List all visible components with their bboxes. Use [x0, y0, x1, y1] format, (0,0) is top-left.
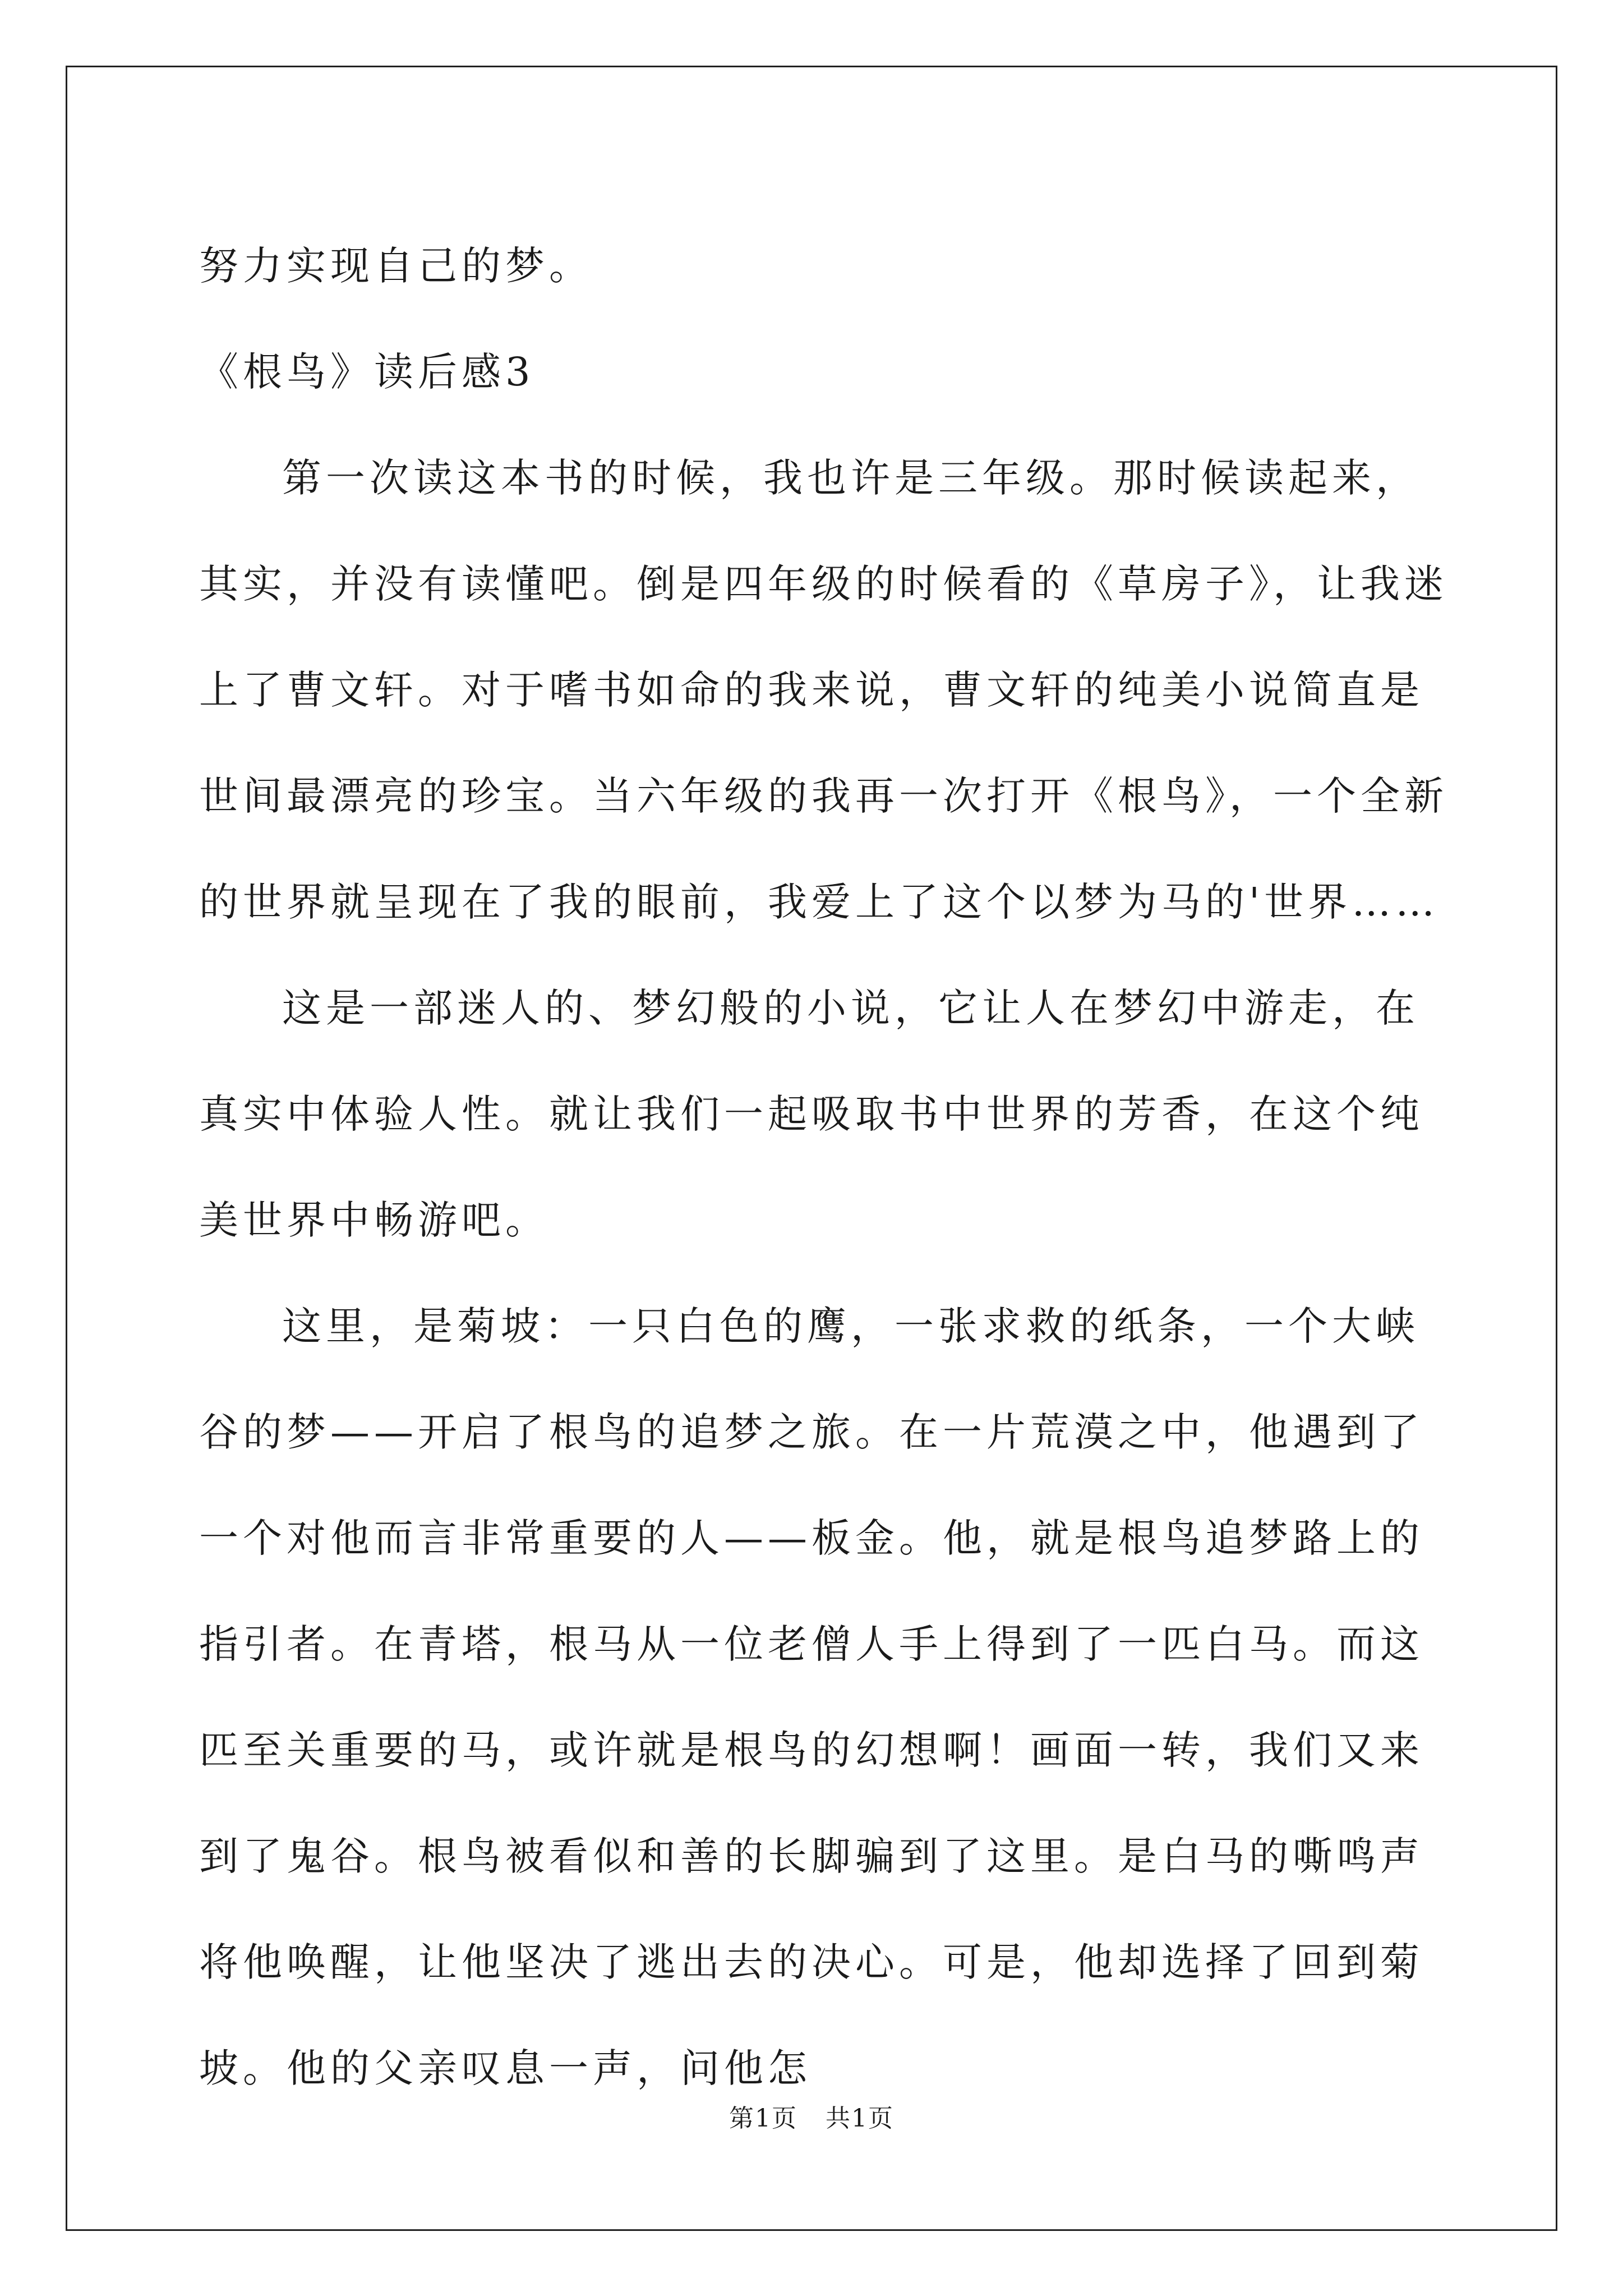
page-footer — [0, 2098, 1623, 2134]
page-total: 共1页 — [826, 2104, 894, 2133]
paragraph-2: 这是一部迷人的、梦幻般的小说，它让人在梦幻中游走，在真实中体验人性。就让我们一起吸取书中世界的芳香，在这个纯美世界中畅游吧。 — [199, 985, 1424, 1243]
document-body — [199, 213, 1461, 2122]
continuation-text: 努力实现自己的梦。 — [199, 243, 593, 289]
page-number: 第1页 — [729, 2104, 797, 2133]
section-heading: 《根鸟》读后感3 — [199, 349, 535, 395]
paragraph-1: 第一次读这本书的时候，我也许是三年级。那时候读起来，其实，并没有读懂吧。倒是四年级的时候看的《草房子》，让我迷上了曹文轩。对于嗜书如命的我来说，曹文轩的纯美小说简直是世间最漂亮的珍宝。当六年级的我再一次打开《根鸟》，一个全新的世界就呈现在了我的眼前，我爱上了这个以梦为马的'世界…… — [199, 455, 1448, 925]
paragraph-3: 这里，是菊坡：一只白色的鹰，一张求救的纸条，一个大峡谷的梦——开启了根鸟的追梦之旅。在一片荒漠之中，他遇到了一个对他而言非常重要的人——板金。他，就是根鸟追梦路上的指引者。在青塔，根马从一位老僧人手上得到了一匹白马。而这匹至关重要的马，或许就是根鸟的幻想啊！画面一转，我们又来到了鬼谷。根鸟被看似和善的长脚骗到了这里。是白马的嘶鸣声将他唤醒，让他坚决了逃出去的决心。可是，他却选择了回到菊坡。他的父亲叹息一声，问他怎 — [199, 1303, 1424, 2091]
